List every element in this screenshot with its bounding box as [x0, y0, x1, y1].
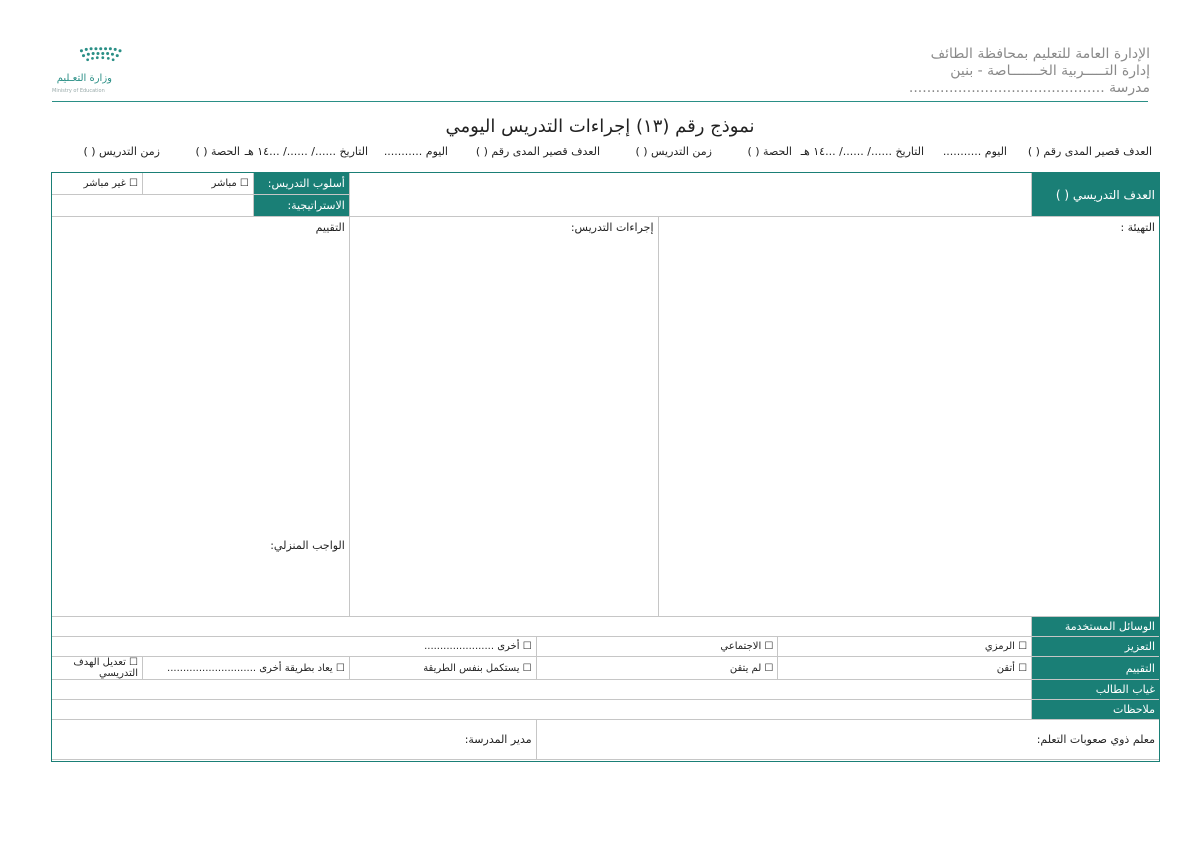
evaluation-section-label: التقييم — [315, 221, 345, 234]
short-goal-field-1[interactable]: العدف قصير المدى رقم ( ) — [1027, 145, 1152, 158]
evaluation-section[interactable] — [52, 217, 350, 617]
repeat-other-checkbox[interactable]: ☐ يعاد بطريقة أخرى ............................ — [143, 657, 350, 680]
page-title: نموذج رقم (١٣) إجراءات التدريس اليومي — [445, 116, 755, 137]
media-label: الوسائل المستخدمة — [1032, 617, 1160, 637]
header-line-2: إدارة التـــــربية الخـــــــاصة - بنين — [950, 63, 1150, 79]
strategy-label: الاستراتيجية: — [253, 195, 349, 217]
teaching-goal-field[interactable] — [349, 173, 1031, 217]
info-bar — [52, 145, 1152, 161]
logo-subtitle: Ministry of Education — [52, 88, 105, 94]
assessment-label: التقييم — [1032, 657, 1160, 680]
directorate-header — [909, 46, 1150, 97]
not-mastered-checkbox[interactable]: ☐ لم يتقن — [536, 657, 778, 680]
absence-field[interactable] — [52, 680, 1032, 700]
continue-same-checkbox[interactable]: ☐ يستكمل بنفس الطريقة — [349, 657, 536, 680]
date-field-2[interactable]: التاريخ ....../ ....../ ...١٤ هـ — [244, 145, 368, 158]
header-line-1: الإدارة العامة للتعليم بمحافظة الطائف — [930, 46, 1150, 62]
absence-label: غياب الطالب — [1032, 680, 1160, 700]
short-goal-field-2[interactable]: العدف قصير المدى رقم ( ) — [475, 145, 600, 158]
other-reinforcement-checkbox[interactable]: ☐ أخرى ...................... — [52, 637, 537, 657]
logo-text: وزارة التعـليم — [56, 73, 112, 84]
reinforcement-label: التعزيز — [1032, 637, 1160, 657]
social-checkbox[interactable]: ☐ الاجتماعي — [536, 637, 778, 657]
day-field-1[interactable]: اليوم ........... — [942, 145, 1007, 158]
teaching-time-field-2[interactable]: زمن التدريس ( ) — [83, 145, 160, 158]
header-line-3: مدرسة ............................................ — [908, 80, 1150, 96]
notes-field[interactable] — [52, 700, 1032, 720]
notes-label: ملاحظات — [1032, 700, 1160, 720]
teaching-method-label: أسلوب التدريس: — [253, 173, 349, 195]
daily-teaching-form — [51, 172, 1160, 760]
preparation-label: التهيئة : — [1120, 221, 1155, 234]
symbolic-checkbox[interactable]: ☐ الرمزي — [778, 637, 1032, 657]
strategy-field[interactable] — [52, 195, 254, 217]
header-divider — [52, 101, 1148, 102]
principal-label: مدير المدرسة: — [464, 733, 532, 746]
teaching-goal-label: العدف التدريسي ( ) — [1032, 173, 1160, 217]
direct-checkbox[interactable]: ☐ مباشر — [143, 173, 254, 195]
procedures-label: إجراءات التدريس: — [570, 221, 654, 234]
day-field-2[interactable]: اليوم ........... — [383, 145, 448, 158]
preparation-section[interactable] — [658, 217, 1159, 617]
procedures-section[interactable] — [349, 217, 658, 617]
mastered-checkbox[interactable]: ☐ أتقن — [778, 657, 1032, 680]
period-field-1[interactable]: الحصة ( ) — [747, 145, 792, 158]
homework-label: الواجب المنزلي: — [270, 539, 345, 552]
teacher-label: معلم ذوي صعوبات التعلم: — [1036, 733, 1155, 746]
indirect-checkbox[interactable]: ☐ غير مباشر — [52, 173, 143, 195]
teacher-signature-field[interactable] — [536, 720, 1159, 760]
teaching-time-field-1[interactable]: زمن التدريس ( ) — [635, 145, 712, 158]
ministry-logo-icon — [78, 46, 140, 68]
principal-signature-field[interactable] — [52, 720, 537, 760]
date-field-1[interactable]: التاريخ ....../ ....../ ...١٤ هـ — [800, 145, 924, 158]
period-field-2[interactable]: الحصة ( ) — [195, 145, 240, 158]
media-field[interactable] — [52, 617, 1032, 637]
modify-goal-checkbox[interactable]: ☐ تعديل الهدف التدريسي — [52, 657, 143, 680]
